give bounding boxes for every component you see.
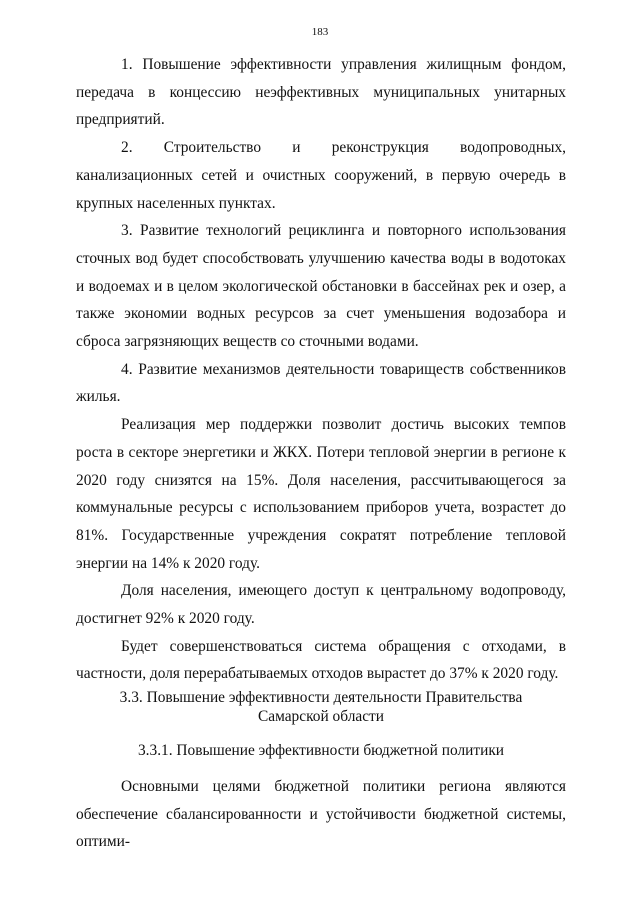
paragraph-waste: Будет совершенствоваться система обращения с отходами, в частности, доля перерабатываемых отходов вырастет до 37% к 2020 году.: [76, 637, 566, 683]
paragraph-item-1: 1. Повышение эффективности управления жилищным фондом, передача в концессию неэффективных муниципальных унитарных предприятий.: [76, 56, 566, 129]
body-text: [76, 51, 566, 688]
paragraph-support-measures: Реализация мер поддержки позволит достичь высоких темпов роста в секторе энергетики и ЖКХ. Потери тепловой энергии в регионе к 2020 году снизятся на 15%. Доля населения, рассчитывающегося за коммунальные ресурсы с использованием приборов учета, возрастет до 81%. Государственные учреждения сократят потребление тепловой энергии на 14% к 2020 году.: [76, 416, 566, 572]
page-number: 183: [311, 26, 329, 38]
subsection-heading: 3.3.1. Повышение эффективности бюджетной политики: [137, 742, 505, 759]
paragraph-item-3: 3. Развитие технологий рециклинга и повторного использования сточных вод будет способствовать улучшению качества воды в водотоках и водоемах и в целом экологической обстановки в бассейнах рек и озер, а также экономии водных ресурсов за счет уменьшения водозабора и сброса загрязняющих веществ со сточными водами.: [76, 222, 566, 351]
paragraph-item-2: 2. Строительство и реконструкция водопроводных, канализационных сетей и очистных сооружений, в первую очередь в крупных населенных пунктах.: [76, 139, 566, 212]
section-heading-line-2: Самарской области: [257, 708, 384, 725]
paragraph-item-4: 4. Развитие механизмов деятельности товариществ собственников жилья.: [76, 360, 566, 406]
section-heading-line-1: 3.3. Повышение эффективности деятельности Правительства: [119, 689, 523, 706]
paragraph-budget-goals: Основными целями бюджетной политики региона являются обеспечение сбалансированности и устойчивости бюджетной системы, оптими-: [76, 778, 566, 851]
paragraph-water-supply: Доля населения, имеющего доступ к центральному водопроводу, достигнет 92% к 2020 году.: [76, 582, 566, 628]
section-body: [76, 773, 566, 856]
section-heading: [76, 688, 566, 726]
